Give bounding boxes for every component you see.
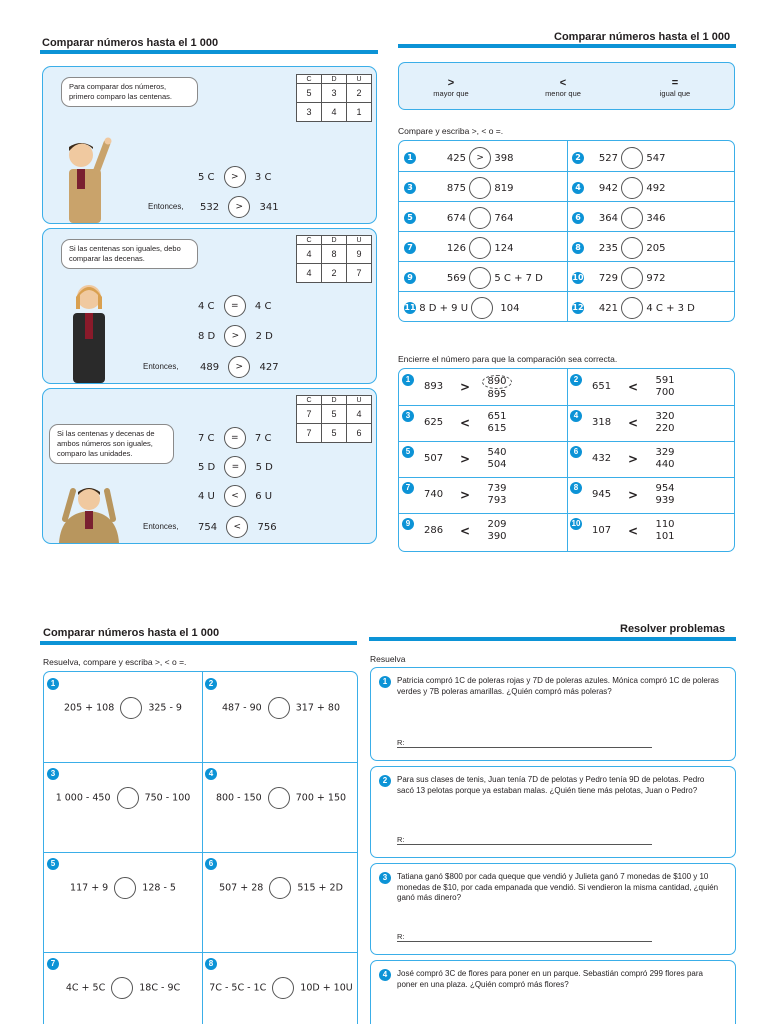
operand-b: 764 — [494, 213, 514, 224]
comparison-symbol: < — [460, 524, 471, 538]
option-bottom[interactable]: 793 — [487, 495, 507, 506]
legend-label: menor que — [545, 89, 581, 98]
exercise-number: 6 — [570, 446, 582, 458]
result-right: 341 — [259, 202, 279, 213]
answer-circle[interactable] — [469, 177, 491, 199]
line-right: 5 D — [255, 462, 273, 473]
page-title: Comparar números hasta el 1 000 — [43, 627, 220, 639]
operand-a: 651 — [592, 381, 612, 392]
legend-label: igual que — [659, 89, 691, 98]
operand-b: 128 - 5 — [142, 882, 176, 894]
operand-b: 972 — [646, 273, 666, 284]
header-c: C — [297, 75, 322, 84]
operand-a: 875 — [446, 183, 466, 194]
operand-b: 10D + 10U — [300, 982, 353, 994]
line-left: 4 C — [198, 301, 215, 312]
comparison-symbol: > — [460, 380, 471, 394]
comparison-symbol: = — [224, 295, 246, 317]
operand-b: 515 + 2D — [297, 882, 343, 894]
option-stack — [482, 375, 512, 401]
encircle-item — [402, 480, 562, 512]
explanation-panel-centenas — [42, 66, 377, 224]
result-line — [198, 516, 277, 538]
problem-text: Patricia compró 1C de poleras rojas y 7D de poleras azules. Mónica compró 1C de poleras verdes y 7B poleras amarillas. ¿Quién compró más poleras? — [397, 676, 719, 696]
operand-a: 740 — [424, 489, 444, 500]
comparison-symbol: < — [226, 516, 248, 538]
encircle-item — [570, 516, 730, 548]
table-cell: 4 — [347, 405, 372, 424]
operand-a: 126 — [446, 243, 466, 254]
answer-circle[interactable] — [120, 697, 142, 719]
title-rule — [369, 637, 736, 641]
operand-b: 4 C + 3 D — [646, 303, 695, 314]
option-stack — [650, 519, 680, 543]
operand-b: 18C - 9C — [139, 982, 181, 994]
option-stack — [650, 411, 680, 435]
comparison-symbol: < — [460, 416, 471, 430]
exercise-number: 10 — [571, 519, 581, 528]
operand-a: 432 — [592, 453, 612, 464]
option-top[interactable]: 890 — [482, 375, 512, 389]
table-cell: 3 — [322, 84, 347, 103]
exercise-item — [572, 267, 665, 289]
operand-b: 346 — [646, 213, 666, 224]
exercise-item — [572, 147, 665, 169]
exercise-item — [404, 297, 520, 319]
speech-bubble: Para comparar dos números, primero comparo las centenas. — [61, 77, 198, 107]
operand-a: 527 — [598, 153, 618, 164]
answer-circle[interactable] — [621, 297, 643, 319]
table-cell: 4 — [297, 264, 322, 283]
operand-a: 507 + 28 — [219, 882, 264, 894]
operand-b: 5 C + 7 D — [494, 273, 543, 284]
option-stack — [650, 483, 680, 507]
answer-line[interactable] — [397, 835, 652, 845]
line-right: 7 C — [254, 433, 272, 444]
legend-symbol: < — [559, 77, 567, 89]
answer-line[interactable] — [397, 932, 652, 942]
answer-circle[interactable] — [621, 267, 643, 289]
operand-a: 7C - 5C - 1C — [209, 982, 267, 994]
answer-circle[interactable] — [621, 177, 643, 199]
option-top[interactable]: 320 — [655, 411, 675, 422]
option-bottom[interactable]: 390 — [487, 531, 507, 542]
problem-number: 1 — [379, 676, 391, 688]
encircle-item — [402, 516, 562, 548]
answer-line[interactable] — [397, 738, 652, 748]
exercise-item — [572, 177, 665, 199]
result-right: 427 — [259, 362, 279, 373]
operand-b: 750 - 100 — [144, 792, 191, 804]
comparison-symbol: > — [460, 452, 471, 466]
operand-b: 104 — [500, 303, 520, 314]
operand-b: 398 — [494, 153, 514, 164]
encircle-item — [570, 408, 730, 440]
option-top[interactable]: 209 — [487, 519, 507, 530]
option-top[interactable]: 540 — [487, 447, 507, 458]
operation-item — [205, 675, 355, 755]
header-u: U — [347, 236, 372, 245]
answer-circle[interactable] — [111, 977, 133, 999]
problem-text: Tatiana ganó $800 por cada queque que vendió y Julieta ganó 7 monedas de $100 y 10 monedas de $10, por cada empanada que vendió. Si vendieron la misma cantidad, ¿quién ganó más dinero? — [397, 872, 719, 902]
symbols-legend — [398, 62, 735, 110]
line-right: 3 C — [254, 172, 272, 183]
table-cell: 2 — [347, 84, 372, 103]
operand-a: 107 — [592, 525, 612, 536]
operation-line — [47, 877, 199, 899]
operand-a: 364 — [598, 213, 618, 224]
compare-line — [198, 485, 272, 507]
table-cell: 4 — [297, 245, 322, 264]
comparison-symbol: > — [224, 166, 246, 188]
operation-line — [47, 697, 199, 719]
option-bottom[interactable]: 440 — [655, 459, 675, 470]
speech-bubble: Si las centenas son iguales, debo comparar las decenas. — [61, 239, 198, 269]
answer-circle[interactable] — [621, 237, 643, 259]
boy-pointing-illustration — [55, 135, 117, 223]
operation-line — [47, 787, 199, 809]
option-bottom[interactable]: 700 — [655, 387, 675, 398]
exercise-number: 4 — [572, 182, 584, 194]
result-left: 489 — [200, 362, 220, 373]
legend-label: mayor que — [433, 89, 469, 98]
exercise-number: 4 — [570, 410, 582, 422]
exercise-number: 8 — [205, 958, 217, 970]
operation-item — [205, 955, 355, 1024]
answer-label: R: — [397, 835, 405, 844]
comparison-symbol: = — [224, 456, 246, 478]
operand-a: 893 — [424, 381, 444, 392]
exercise-number: 6 — [205, 858, 217, 870]
answer-circle[interactable] — [268, 697, 290, 719]
header-u: U — [347, 396, 372, 405]
operand-a: 318 — [592, 417, 612, 428]
operand-a: 286 — [424, 525, 444, 536]
operation-item — [205, 855, 355, 935]
result-left: 754 — [198, 522, 218, 533]
exercise-number: 5 — [47, 858, 59, 870]
option-top[interactable]: 329 — [655, 447, 675, 458]
comparison-symbol: < — [628, 416, 639, 430]
problem-number: 3 — [379, 872, 391, 884]
operation-line — [205, 697, 357, 719]
option-bottom[interactable]: 220 — [655, 423, 675, 434]
answer-circle[interactable] — [117, 787, 139, 809]
legend-item — [635, 77, 715, 98]
exercise-number: 1 — [402, 374, 414, 386]
comparison-symbol: > — [628, 452, 639, 466]
table-cell: 9 — [347, 245, 372, 264]
exercise-number: 3 — [47, 768, 59, 780]
header-d: D — [322, 75, 347, 84]
line-left: 4 U — [198, 491, 215, 502]
operand-a: 729 — [598, 273, 618, 284]
result-line — [200, 196, 279, 218]
option-stack — [482, 519, 512, 543]
operand-b: 700 + 150 — [295, 792, 347, 804]
operand-a: 8 D + 9 U — [419, 303, 469, 314]
exercise-item — [404, 147, 513, 169]
exercise-item — [404, 177, 513, 199]
option-top[interactable]: 954 — [655, 483, 675, 494]
operand-b: 205 — [646, 243, 666, 254]
instruction: Encierre el número para que la comparación sea correcta. — [398, 354, 618, 364]
encircle-item — [570, 444, 730, 476]
option-top[interactable]: 591 — [655, 375, 675, 386]
comparison-symbol: < — [628, 524, 639, 538]
operand-b: 547 — [646, 153, 666, 164]
operation-line — [205, 787, 357, 809]
header-u: U — [347, 75, 372, 84]
legend-item — [411, 77, 491, 98]
option-top[interactable]: 651 — [487, 411, 507, 422]
operand-a: 625 — [424, 417, 444, 428]
title-rule — [398, 44, 736, 48]
exercise-number: 1 — [47, 678, 59, 690]
operand-a: 674 — [446, 213, 466, 224]
table-cell: 5 — [322, 424, 347, 443]
header-d: D — [322, 236, 347, 245]
comparison-symbol: > — [228, 196, 250, 218]
operand-b: 124 — [494, 243, 514, 254]
table-cell: 7 — [297, 405, 322, 424]
problem-card — [370, 667, 736, 761]
answer-label: R: — [397, 932, 405, 941]
compare-line — [198, 427, 271, 449]
exercise-item — [404, 237, 513, 259]
table-cell: 6 — [347, 424, 372, 443]
operand-a: 945 — [592, 489, 612, 500]
operation-line — [47, 977, 199, 999]
instruction: Resuelva — [370, 654, 406, 664]
entonces-label: Entonces, — [143, 362, 179, 371]
operand-a: 4C + 5C — [65, 982, 106, 994]
header-c: C — [297, 396, 322, 405]
option-bottom[interactable]: 895 — [487, 389, 507, 400]
answer-circle[interactable] — [621, 147, 643, 169]
page-title: Comparar números hasta el 1 000 — [42, 37, 219, 49]
exercise-number: 7 — [402, 482, 414, 494]
answer-circle[interactable]: > — [469, 147, 491, 169]
table-cell: 5 — [322, 405, 347, 424]
exercise-number: 12 — [572, 303, 584, 312]
exercise-number: 8 — [572, 242, 584, 254]
exercise-number: 2 — [572, 152, 584, 164]
answer-circle[interactable] — [469, 207, 491, 229]
entonces-label: Entonces, — [143, 522, 179, 531]
exercise-number: 3 — [404, 182, 416, 194]
operation-item — [47, 955, 197, 1024]
operand-a: 569 — [446, 273, 466, 284]
result-line — [200, 356, 279, 378]
line-right: 2 D — [255, 331, 273, 342]
line-right: 4 C — [254, 301, 272, 312]
operand-a: 800 - 150 — [215, 792, 262, 804]
option-bottom[interactable]: 504 — [487, 459, 507, 470]
exercise-number: 1 — [404, 152, 416, 164]
option-stack — [482, 483, 512, 507]
page-title: Resolver problemas — [620, 623, 726, 635]
exercise-number: 2 — [570, 374, 582, 386]
table-cell: 5 — [297, 84, 322, 103]
result-left: 532 — [200, 202, 220, 213]
girl-illustration — [65, 279, 113, 383]
option-bottom[interactable]: 615 — [487, 423, 507, 434]
exercise-item — [404, 267, 543, 289]
problem-number: 4 — [379, 969, 391, 981]
comparison-symbol: > — [628, 488, 639, 502]
page-title: Comparar números hasta el 1 000 — [554, 31, 731, 43]
exercise-number: 7 — [47, 958, 59, 970]
line-left: 5 D — [198, 462, 216, 473]
comparison-symbol: < — [224, 485, 246, 507]
line-left: 8 D — [198, 331, 216, 342]
title-rule — [40, 50, 378, 54]
table-cell: 3 — [297, 103, 322, 122]
encircle-item — [570, 372, 730, 404]
problem-text: José compró 3C de flores para poner en un parque. Sebastián compró 299 flores para poner en una plaza. ¿Quién compró más flores? — [397, 969, 703, 989]
problem-card — [370, 960, 736, 1024]
option-top[interactable]: 739 — [487, 483, 507, 494]
comparison-symbol: > — [224, 325, 246, 347]
operand-a: 1 000 - 450 — [55, 792, 111, 804]
header-d: D — [322, 396, 347, 405]
exercise-number: 6 — [572, 212, 584, 224]
operand-b: 819 — [494, 183, 514, 194]
operation-line — [205, 877, 357, 899]
option-stack — [650, 447, 680, 471]
place-value-table — [296, 235, 372, 283]
operation-item — [205, 765, 355, 845]
exercise-item — [572, 297, 695, 319]
answer-circle[interactable] — [621, 207, 643, 229]
operand-a: 507 — [424, 453, 444, 464]
operand-b: 317 + 80 — [295, 702, 340, 714]
comparison-symbol: < — [628, 380, 639, 394]
compare-exercises-grid — [398, 140, 735, 322]
answer-label: R: — [397, 738, 405, 747]
option-top[interactable]: 110 — [655, 519, 675, 530]
compare-line — [198, 295, 271, 317]
answer-circle[interactable] — [469, 267, 491, 289]
operand-b: 492 — [646, 183, 666, 194]
encircle-item — [402, 408, 562, 440]
exercise-number: 9 — [402, 518, 414, 530]
speech-bubble: Si las centenas y decenas de ambos números son iguales, comparo las unidades. — [49, 424, 174, 464]
operation-item — [47, 765, 197, 845]
exercise-item — [572, 207, 665, 229]
comparison-symbol: > — [460, 488, 471, 502]
encircle-item — [570, 480, 730, 512]
header-c: C — [297, 236, 322, 245]
exercise-number: 5 — [402, 446, 414, 458]
operation-item — [47, 855, 197, 935]
line-left: 5 C — [198, 172, 215, 183]
operation-line — [205, 977, 357, 999]
exercise-number: 4 — [205, 768, 217, 780]
line-right: 6 U — [255, 491, 273, 502]
compare-line — [198, 325, 273, 347]
table-cell: 4 — [322, 103, 347, 122]
operand-a: 942 — [598, 183, 618, 194]
line-left: 7 C — [198, 433, 215, 444]
operand-a: 421 — [598, 303, 618, 314]
answer-circle[interactable] — [471, 297, 493, 319]
operand-a: 425 — [446, 153, 466, 164]
encircle-item — [402, 372, 562, 404]
operand-b: 325 - 9 — [148, 702, 182, 714]
compare-line — [198, 456, 273, 478]
option-bottom[interactable]: 939 — [655, 495, 675, 506]
legend-symbol: = — [671, 77, 679, 89]
explanation-panel-unidades — [42, 388, 377, 544]
table-cell: 7 — [297, 424, 322, 443]
answer-circle[interactable] — [272, 977, 294, 999]
answer-circle[interactable] — [114, 877, 136, 899]
option-stack — [650, 375, 680, 399]
exercise-item — [572, 237, 665, 259]
option-stack — [482, 447, 512, 471]
problem-card — [370, 766, 736, 858]
encircle-item — [402, 444, 562, 476]
place-value-table — [296, 74, 372, 122]
table-cell: 8 — [322, 245, 347, 264]
exercise-number: 11 — [404, 303, 416, 312]
operation-item — [47, 675, 197, 755]
result-right: 756 — [257, 522, 277, 533]
explanation-panel-decenas — [42, 228, 377, 384]
exercise-item — [404, 207, 513, 229]
instruction: Compare y escriba >, < o =. — [398, 126, 504, 136]
exercise-number: 3 — [402, 410, 414, 422]
answer-circle[interactable] — [469, 237, 491, 259]
legend-symbol: > — [447, 77, 455, 89]
answer-circle[interactable] — [269, 877, 291, 899]
exercise-number: 10 — [572, 273, 584, 282]
entonces-label: Entonces, — [148, 202, 184, 211]
problem-text: Para sus clases de tenis, Juan tenía 7D de pelotas y Pedro tenía 9D de pelotas. Pedro sacó 13 pelotas porque ya estaban malas. ¿Quién tiene más pelotas, Juan o Pedro? — [397, 775, 705, 795]
problem-number: 2 — [379, 775, 391, 787]
legend-item — [523, 77, 603, 98]
operand-a: 235 — [598, 243, 618, 254]
operand-a: 205 + 108 — [64, 702, 115, 714]
operand-a: 117 + 9 — [70, 882, 109, 894]
comparison-symbol: = — [224, 427, 246, 449]
place-value-table — [296, 395, 372, 443]
problem-card — [370, 863, 736, 955]
boy-thinking-illustration — [51, 479, 127, 543]
exercise-number: 7 — [404, 242, 416, 254]
option-bottom[interactable]: 101 — [655, 531, 675, 542]
option-stack — [482, 411, 512, 435]
table-cell: 7 — [347, 264, 372, 283]
exercise-number: 9 — [404, 272, 416, 284]
compare-line — [198, 166, 271, 188]
title-rule — [40, 641, 357, 645]
instruction: Resuelva, compare y escriba >, < o =. — [43, 657, 187, 667]
answer-circle[interactable] — [268, 787, 290, 809]
comparison-symbol: > — [228, 356, 250, 378]
exercise-number: 2 — [205, 678, 217, 690]
table-cell: 1 — [347, 103, 372, 122]
exercise-number: 5 — [404, 212, 416, 224]
table-cell: 2 — [322, 264, 347, 283]
operand-a: 487 - 90 — [222, 702, 262, 714]
exercise-number: 8 — [570, 482, 582, 494]
